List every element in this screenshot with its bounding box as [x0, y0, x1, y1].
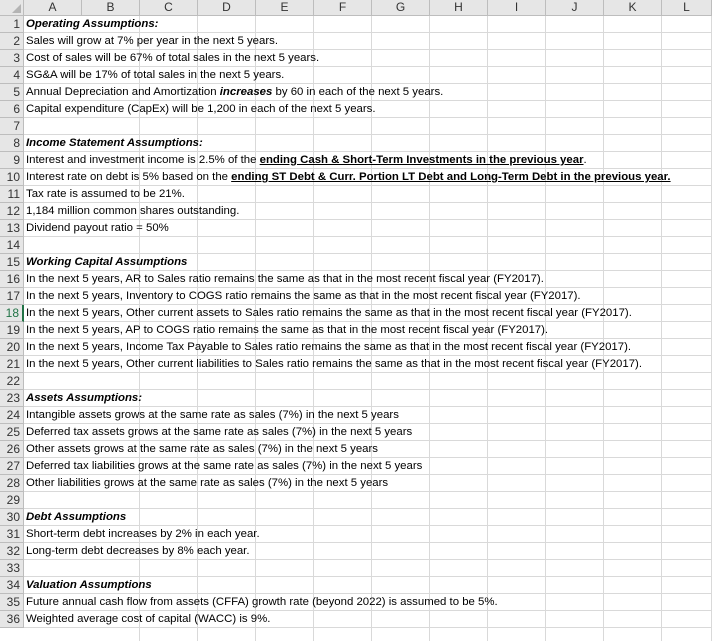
spreadsheet-row — [24, 373, 712, 390]
cell-text-run: Future annual cash flow from assets (CFFA) growth rate (beyond 2022) is assumed to be 5%. — [26, 596, 498, 608]
cell-text-run: ending ST Debt & Curr. Portion LT Debt and Long-Term Debt in the previous year. — [231, 171, 671, 183]
row-header-5[interactable]: 5 — [0, 84, 24, 101]
spreadsheet-row — [24, 339, 712, 356]
cell-a20[interactable] — [26, 339, 631, 356]
row-header-4[interactable]: 4 — [0, 67, 24, 84]
row-header-25[interactable]: 25 — [0, 424, 24, 441]
cell-text-run: Other liabilities grows at the same rate as sales (7%) in the next 5 years — [26, 477, 389, 489]
spreadsheet-row — [24, 16, 712, 33]
spreadsheet-row — [24, 254, 712, 271]
column-header-g[interactable]: G — [372, 0, 430, 16]
cell-text-run: Cost of sales will be 67% of total sales in the next 5 years. — [26, 52, 320, 64]
row-header-29[interactable]: 29 — [0, 492, 24, 509]
row-header-21[interactable]: 21 — [0, 356, 24, 373]
row-header-9[interactable]: 9 — [0, 152, 24, 169]
row-header-6[interactable]: 6 — [0, 101, 24, 118]
cell-text-run: In the next 5 years, AP to COGS ratio remains the same as that in the most recent fiscal year (FY2017). — [26, 324, 549, 336]
row-header-22[interactable]: 22 — [0, 373, 24, 390]
cell-a1[interactable] — [26, 16, 158, 33]
cell-a13[interactable] — [26, 220, 169, 237]
row-header-17[interactable]: 17 — [0, 288, 24, 305]
select-all-corner[interactable] — [0, 0, 24, 16]
cell-a15[interactable] — [26, 254, 187, 271]
spreadsheet-row — [24, 475, 712, 492]
spreadsheet-row — [24, 509, 712, 526]
spreadsheet-row — [24, 152, 712, 169]
cell-text-run: In the next 5 years, AR to Sales ratio remains the same as that in the most recent fiscal year (FY2017). — [26, 273, 544, 285]
cell-text-run: Short-term debt increases by 2% in each year. — [26, 528, 260, 540]
cell-a18[interactable] — [26, 305, 632, 322]
cell-text-run: Valuation Assumptions — [26, 579, 152, 591]
column-header-a[interactable]: A — [24, 0, 82, 16]
row-header-14[interactable]: 14 — [0, 237, 24, 254]
row-header-33[interactable]: 33 — [0, 560, 24, 577]
cell-text-run: In the next 5 years, Inventory to COGS ratio remains the same as that in the most recent fiscal year (FY2017). — [26, 290, 581, 302]
row-header-36[interactable]: 36 — [0, 611, 24, 628]
column-header-k[interactable]: K — [604, 0, 662, 16]
cell-text-run: Assets Assumptions: — [26, 392, 143, 404]
row-header-32[interactable]: 32 — [0, 543, 24, 560]
cell-text-run: Operating Assumptions: — [26, 18, 159, 30]
spreadsheet-row — [24, 118, 712, 135]
cell-text-run: SG&A will be 17% of total sales in the next 5 years. — [26, 69, 285, 81]
column-header-e[interactable]: E — [256, 0, 314, 16]
cell-text-run: Interest rate on debt is 5% based on the — [26, 171, 232, 183]
cell-a10[interactable] — [26, 169, 671, 186]
cell-a3[interactable] — [26, 50, 319, 67]
cell-a12[interactable] — [26, 203, 239, 220]
cell-text-run: Annual Depreciation and Amortization — [26, 86, 220, 98]
spreadsheet-row — [24, 50, 712, 67]
cell-text-run: Other assets grows at the same rate as sales (7%) in the next 5 years — [26, 443, 379, 455]
row-header-24[interactable]: 24 — [0, 407, 24, 424]
spreadsheet-row — [24, 611, 712, 628]
spreadsheet-row — [24, 577, 712, 594]
row-header-10[interactable]: 10 — [0, 169, 24, 186]
cell-a21[interactable] — [26, 356, 642, 373]
column-header-i[interactable]: I — [488, 0, 546, 16]
cell-a34[interactable] — [26, 577, 152, 594]
spreadsheet-row — [24, 169, 712, 186]
spreadsheet-row — [24, 203, 712, 220]
spreadsheet-row — [24, 492, 712, 509]
spreadsheet-row — [24, 390, 712, 407]
row-header-2[interactable]: 2 — [0, 33, 24, 50]
cell-text-run: Capital expenditure (CapEx) will be 1,200 in each of the next 5 years. — [26, 103, 376, 115]
cell-a17[interactable] — [26, 288, 581, 305]
cell-text-run: increases — [219, 86, 273, 98]
row-header-31[interactable]: 31 — [0, 526, 24, 543]
cell-text-run: In the next 5 years, Other current liabilities to Sales ratio remains the same as that in the most recent fiscal year (FY2017). — [26, 358, 643, 370]
row-header-30[interactable]: 30 — [0, 509, 24, 526]
cell-a31[interactable] — [26, 526, 260, 543]
spreadsheet-row — [24, 526, 712, 543]
cell-a2[interactable] — [26, 33, 278, 50]
spreadsheet-row — [24, 288, 712, 305]
cell-a16[interactable] — [26, 271, 544, 288]
cell-text-run: Deferred tax liabilities grows at the same rate as sales (7%) in the next 5 years — [26, 460, 423, 472]
spreadsheet-row — [24, 305, 712, 322]
spreadsheet-row — [24, 594, 712, 611]
cell-a35[interactable] — [26, 594, 498, 611]
column-header-b[interactable]: B — [82, 0, 140, 16]
cell-a32[interactable] — [26, 543, 250, 560]
spreadsheet-row — [24, 135, 712, 152]
spreadsheet-row — [24, 424, 712, 441]
spreadsheet-row — [24, 101, 712, 118]
cell-text-run: Weighted average cost of capital (WACC) is 9%. — [26, 613, 271, 625]
row-header-27[interactable]: 27 — [0, 458, 24, 475]
row-header-18[interactable]: 18 — [0, 305, 24, 322]
cell-text-run: Intangible assets grows at the same rate as sales (7%) in the next 5 years — [26, 409, 399, 421]
row-header-12[interactable]: 12 — [0, 203, 24, 220]
row-header-26[interactable]: 26 — [0, 441, 24, 458]
spreadsheet-row — [24, 220, 712, 237]
spreadsheet-row — [24, 271, 712, 288]
cell-text-run: by 60 in each of the next 5 years. — [272, 86, 444, 98]
column-header-j[interactable]: J — [546, 0, 604, 16]
cell-text-run: Long-term debt decreases by 8% each year. — [26, 545, 250, 557]
cell-a11[interactable] — [26, 186, 185, 203]
cell-text-run: Income Statement Assumptions: — [26, 137, 203, 149]
row-header-8[interactable]: 8 — [0, 135, 24, 152]
cell-text-run: Debt Assumptions — [26, 511, 127, 523]
cell-a27[interactable] — [26, 458, 422, 475]
row-header-7[interactable]: 7 — [0, 118, 24, 135]
spreadsheet-row — [24, 67, 712, 84]
cell-text-run: . — [583, 154, 587, 166]
cell-a30[interactable] — [26, 509, 126, 526]
spreadsheet-row — [24, 186, 712, 203]
spreadsheet-row — [24, 543, 712, 560]
cell-text-run: Sales will grow at 7% per year in the next 5 years. — [26, 35, 278, 47]
row-header-35[interactable]: 35 — [0, 594, 24, 611]
cell-a5[interactable] — [26, 84, 443, 101]
cell-a26[interactable] — [26, 441, 378, 458]
cell-a23[interactable] — [26, 390, 142, 407]
spreadsheet-row — [24, 84, 712, 101]
row-header-19[interactable]: 19 — [0, 322, 24, 339]
cell-a6[interactable] — [26, 101, 376, 118]
cell-a36[interactable] — [26, 611, 270, 628]
cell-text-run: Dividend payout ratio = 50% — [26, 222, 169, 234]
spreadsheet-row — [24, 322, 712, 339]
cell-a24[interactable] — [26, 407, 399, 424]
cell-a25[interactable] — [26, 424, 412, 441]
row-header-20[interactable]: 20 — [0, 339, 24, 356]
select-all-triangle-icon — [12, 4, 21, 13]
row-header-28[interactable]: 28 — [0, 475, 24, 492]
cell-text-run: ending Cash & Short-Term Investments in the previous year — [259, 154, 584, 166]
spreadsheet-row — [24, 407, 712, 424]
row-header-1[interactable]: 1 — [0, 16, 24, 33]
cell-text-run: In the next 5 years, Other current assets to Sales ratio remains the same as that in the most recent fiscal year (FY2017). — [26, 307, 632, 319]
spreadsheet-row — [24, 441, 712, 458]
cell-text-run: Working Capital Assumptions — [26, 256, 188, 268]
column-header-d[interactable]: D — [198, 0, 256, 16]
spreadsheet-row — [24, 237, 712, 254]
cell-a28[interactable] — [26, 475, 388, 492]
spreadsheet-row — [24, 560, 712, 577]
column-header-f[interactable]: F — [314, 0, 372, 16]
row-header-13[interactable]: 13 — [0, 220, 24, 237]
cell-text-run: Deferred tax assets grows at the same rate as sales (7%) in the next 5 years — [26, 426, 413, 438]
cell-text-run: Interest and investment income is 2.5% of the — [26, 154, 260, 166]
cell-text-run: Tax rate is assumed to be 21%. — [26, 188, 185, 200]
spreadsheet-row — [24, 33, 712, 50]
row-header-3[interactable]: 3 — [0, 50, 24, 67]
row-header-23[interactable]: 23 — [0, 390, 24, 407]
row-header-15[interactable]: 15 — [0, 254, 24, 271]
column-header-c[interactable]: C — [140, 0, 198, 16]
cell-a8[interactable] — [26, 135, 203, 152]
spreadsheet-row — [24, 458, 712, 475]
row-header-34[interactable]: 34 — [0, 577, 24, 594]
spreadsheet-row — [24, 356, 712, 373]
cell-a9[interactable] — [26, 152, 587, 169]
column-header-h[interactable]: H — [430, 0, 488, 16]
column-header-l[interactable]: L — [662, 0, 712, 16]
row-header-16[interactable]: 16 — [0, 271, 24, 288]
cell-a19[interactable] — [26, 322, 548, 339]
row-header-11[interactable]: 11 — [0, 186, 24, 203]
cell-a4[interactable] — [26, 67, 284, 84]
cell-text-run: In the next 5 years, Income Tax Payable to Sales ratio remains the same as that in the most recent fiscal year (FY2017). — [26, 341, 632, 353]
cell-text-run: 1,184 million common shares outstanding. — [26, 205, 240, 217]
